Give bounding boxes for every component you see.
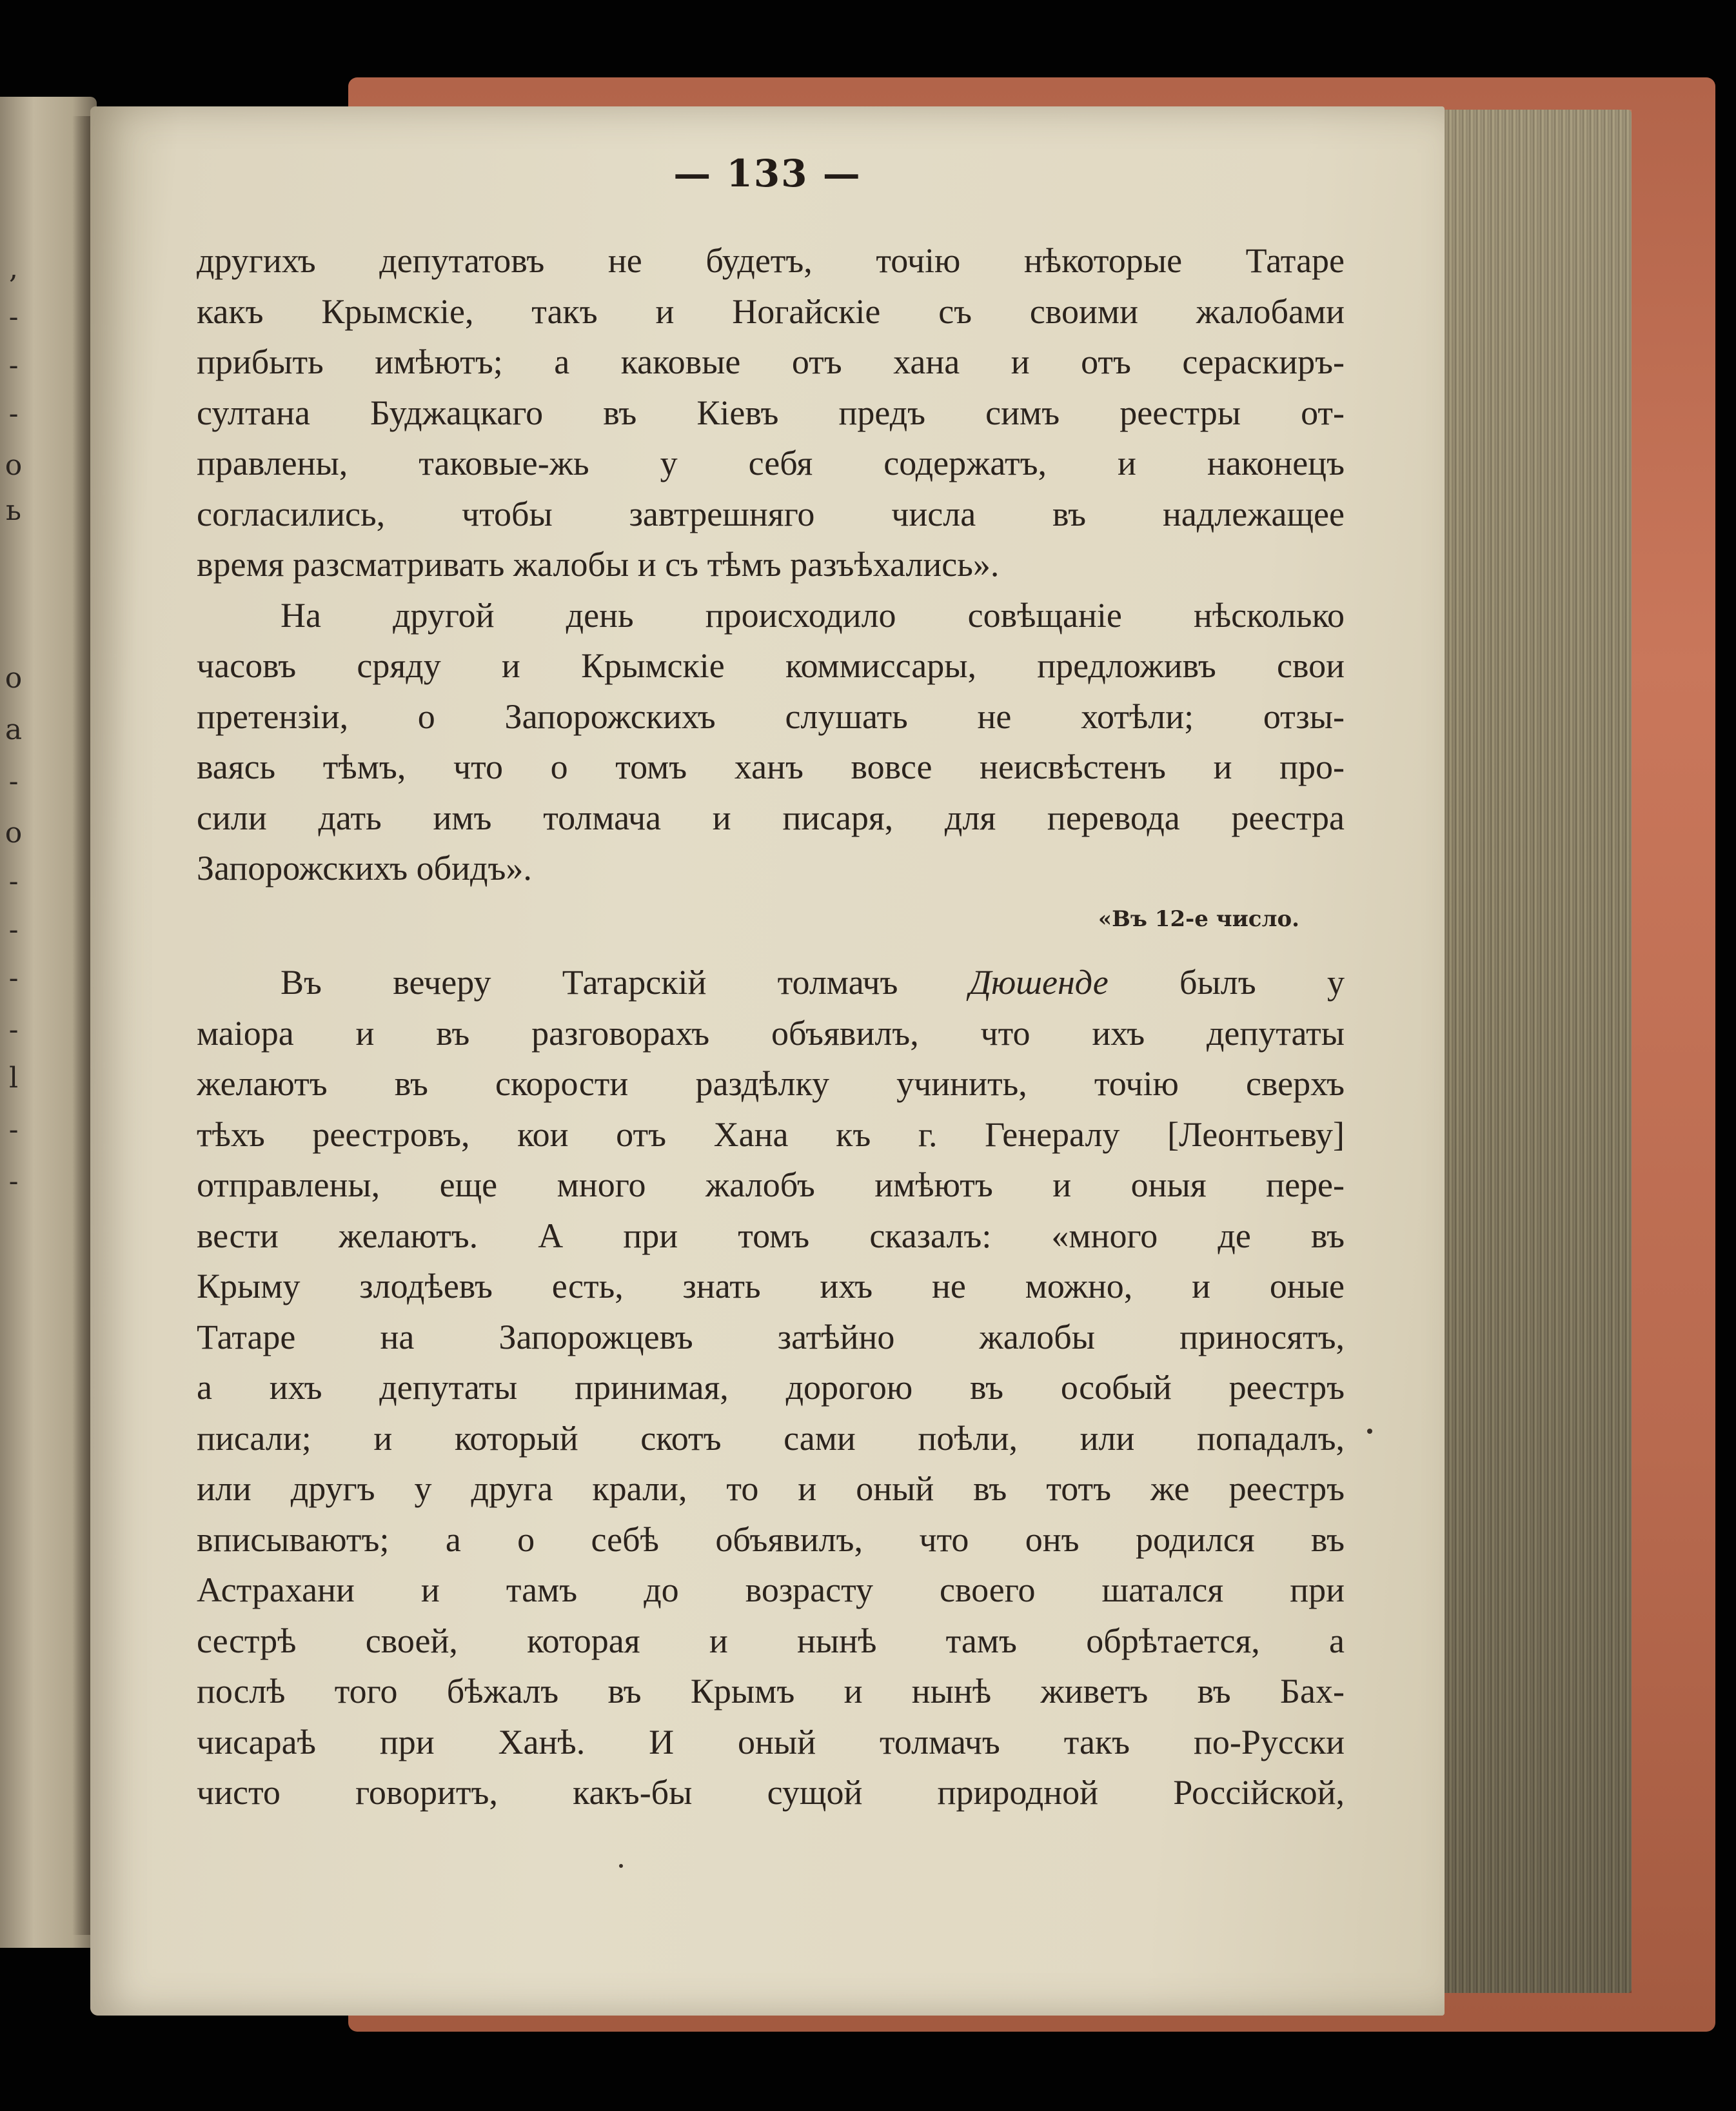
text-line: султана Буджацкаго въ Кіевъ предъ симъ реестры от-: [197, 393, 1345, 432]
date-heading: «Въ 12-е число.: [1098, 906, 1299, 932]
text-line: писали; и который скотъ сами поѣли, или попадалъ,: [197, 1418, 1345, 1458]
text-line: сестрѣ своей, которая и нынѣ тамъ обрѣтается, а: [197, 1621, 1345, 1660]
left-page-glyph: ,: [9, 252, 18, 285]
text-line: сили дать имъ толмача и писаря, для перевода реестра: [197, 798, 1345, 837]
left-page-glyph: -: [8, 397, 19, 430]
left-page-glyph: -: [8, 913, 19, 946]
left-page-glyph: o: [5, 662, 23, 695]
text-line: прибыть имѣютъ; а каковые отъ хана и отъ сераскиръ-: [197, 342, 1345, 381]
page-speck: [619, 1864, 623, 1868]
paragraph-1: [197, 235, 1345, 590]
text-line: вписываютъ; а о себѣ объявилъ, что онъ родился въ: [197, 1520, 1345, 1559]
text-line: согласились, чтобы завтрешняго числа въ надлежащее: [197, 494, 1345, 533]
left-page-glyph: o: [5, 449, 23, 482]
text-line: а ихъ депутаты принимая, дорогою въ особый реестръ: [197, 1368, 1345, 1407]
first-line-end: былъ у: [1179, 963, 1345, 1002]
left-page-glyph: -: [8, 865, 19, 898]
page-block-shade: [1438, 110, 1632, 1993]
left-page-glyph: -: [8, 962, 19, 995]
left-page-glyph: -: [8, 1165, 19, 1198]
text-line: На другой день происходило совѣщаніе нѣсколько: [281, 595, 1345, 635]
text-line: или другъ у друга крали, то и оный въ тотъ же реестръ: [197, 1469, 1345, 1508]
text-line: отправлены, еще много жалобъ имѣютъ и оныя пере-: [197, 1165, 1345, 1204]
text-line: тѣхъ реестровъ, кои отъ Хана къ г. Генералу [Леонтьеву]: [197, 1115, 1345, 1154]
left-page-glyph: -: [8, 301, 19, 333]
paragraph-3: [197, 957, 1345, 1818]
left-page-glyph: l: [8, 1062, 19, 1095]
first-line-start: Въ вечеру Татарскій толмачъ: [281, 963, 898, 1002]
text-line: часовъ сряду и Крымскіе коммиссары, предложивъ свои: [197, 646, 1345, 685]
paragraph-2: [197, 590, 1345, 894]
page-speck: [1367, 1429, 1372, 1434]
left-page-glyph: -: [8, 765, 19, 798]
text-line: вести желаютъ. А при томъ сказалъ: «много де въ: [197, 1216, 1345, 1255]
text-line: правлены, таковые-жь у себя содержатъ, и наконецъ: [197, 444, 1345, 482]
text-line: претензіи, о Запорожскихъ слушать не хотѣли; отзы-: [197, 697, 1345, 736]
book-page: [90, 106, 1445, 2016]
text-line: Крыму злодѣевъ есть, знать ихъ не можно, и оные: [197, 1267, 1345, 1305]
left-page-glyph: o: [5, 817, 23, 849]
left-page-glyph: -: [8, 1013, 19, 1046]
left-page-glyph: a: [5, 713, 23, 746]
text-line: желаютъ въ скорости раздѣлку учинить, точію сверхъ: [197, 1064, 1345, 1103]
page-body: [197, 235, 1345, 1818]
text-line: какъ Крымскіе, такъ и Ногайскіе съ своими жалобами: [197, 292, 1345, 331]
paragraph-3-first-line: [197, 957, 1345, 1008]
text-line: маіора и въ разговорахъ объявилъ, что ихъ депутаты: [197, 1013, 1345, 1053]
text-line: время разсматривать жалобы и съ тѣмъ разъѣхались».: [197, 545, 1000, 584]
left-page-glyph: -: [8, 349, 19, 382]
text-line: чисараѣ при Ханѣ. И оный толмачъ такъ по-Русски: [197, 1722, 1345, 1761]
text-line: послѣ того бѣжалъ въ Крымъ и нынѣ живетъ въ Бах-: [197, 1672, 1345, 1710]
text-line: Астрахани и тамъ до возрасту своего шатался при: [197, 1571, 1345, 1609]
page-number: — 133 —: [673, 152, 862, 195]
text-line: Запорожскихъ обидъ».: [197, 849, 532, 887]
interpreter-name: Дюшенде: [969, 963, 1109, 1002]
text-line: другихъ депутатовъ не будетъ, точію нѣкоторые Татаре: [197, 241, 1345, 280]
text-line: Татаре на Запорожцевъ затѣйно жалобы приносятъ,: [197, 1317, 1345, 1356]
left-page-glyph: ь: [6, 494, 21, 527]
left-page-glyph: -: [8, 1113, 19, 1146]
text-line: чисто говоритъ, какъ-бы сущой природной Россійской,: [197, 1773, 1345, 1812]
text-line: ваясь тѣмъ, что о томъ ханъ вовсе неисвѣстенъ и про-: [197, 748, 1345, 786]
